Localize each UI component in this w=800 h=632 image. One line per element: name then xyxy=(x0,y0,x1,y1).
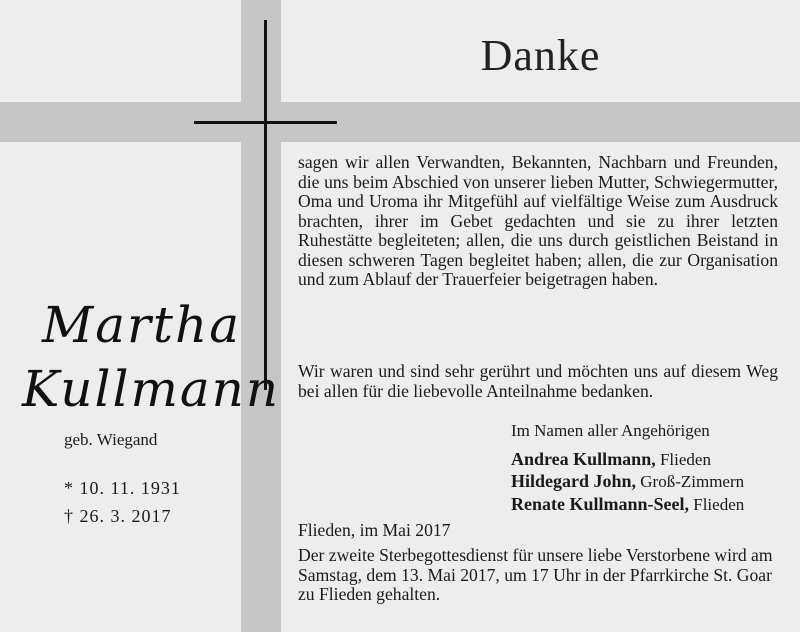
signatory-place: Groß-Zimmern xyxy=(640,472,745,491)
birth-date: * 10. 11. 1931 xyxy=(64,478,181,498)
cross-icon-horizontal xyxy=(194,121,337,124)
signatory-place: Flieden xyxy=(659,450,711,469)
maiden-name: geb. Wiegand xyxy=(64,430,158,449)
signature-intro: Im Namen aller Angehörigen xyxy=(511,421,710,440)
signatory-place: Flieden xyxy=(693,495,745,514)
cross-icon-vertical xyxy=(264,20,267,390)
signatory xyxy=(511,494,744,515)
cross-band-vertical xyxy=(241,0,281,632)
signatory xyxy=(511,449,711,470)
signatory-name: Hildegard John, xyxy=(511,471,637,491)
notice-title: Danke xyxy=(480,31,601,80)
deceased-first-name: Martha xyxy=(42,296,242,354)
signatory-name: Renate Kullmann-Seel, xyxy=(511,494,689,514)
death-date: † 26. 3. 2017 xyxy=(64,506,172,526)
signatory xyxy=(511,471,744,492)
place-date: Flieden, im Mai 2017 xyxy=(298,520,451,540)
service-announcement: Der zweite Sterbegottesdienst für unsere liebe Verstorbene wird am Samstag, dem 13. Mai 2017, um 17 Uhr in der Pfarrkirche St. Goar zu Flieden gehalten. xyxy=(298,545,773,604)
deceased-last-name: Kullmann xyxy=(22,360,281,418)
gratitude-paragraph: Wir waren und sind sehr gerührt und möchten uns auf diesem Weg bei allen für die liebevolle Anteilnahme bedanken. xyxy=(298,361,778,401)
cross-band-horizontal xyxy=(0,102,800,142)
thanks-paragraph: sagen wir allen Verwandten, Bekannten, Nachbarn und Freunden, die uns beim Abschied von unserer lieben Mutter, Schwiegermutter, Oma und Uroma ihr Mitgefühl auf vielfältige Weise zum Ausdruck brachten, ihrer im Gebet gedachten und sie zu ihrer letzten Ruhestätte begleiteten; allen, die uns durch geistlichen Beistand in diesen schweren Tagen begleitet haben; allen, die zur Organisation und zum Ablauf der Trauerfeier beigetragen haben. xyxy=(298,152,778,289)
signatory-name: Andrea Kullmann, xyxy=(511,449,656,469)
